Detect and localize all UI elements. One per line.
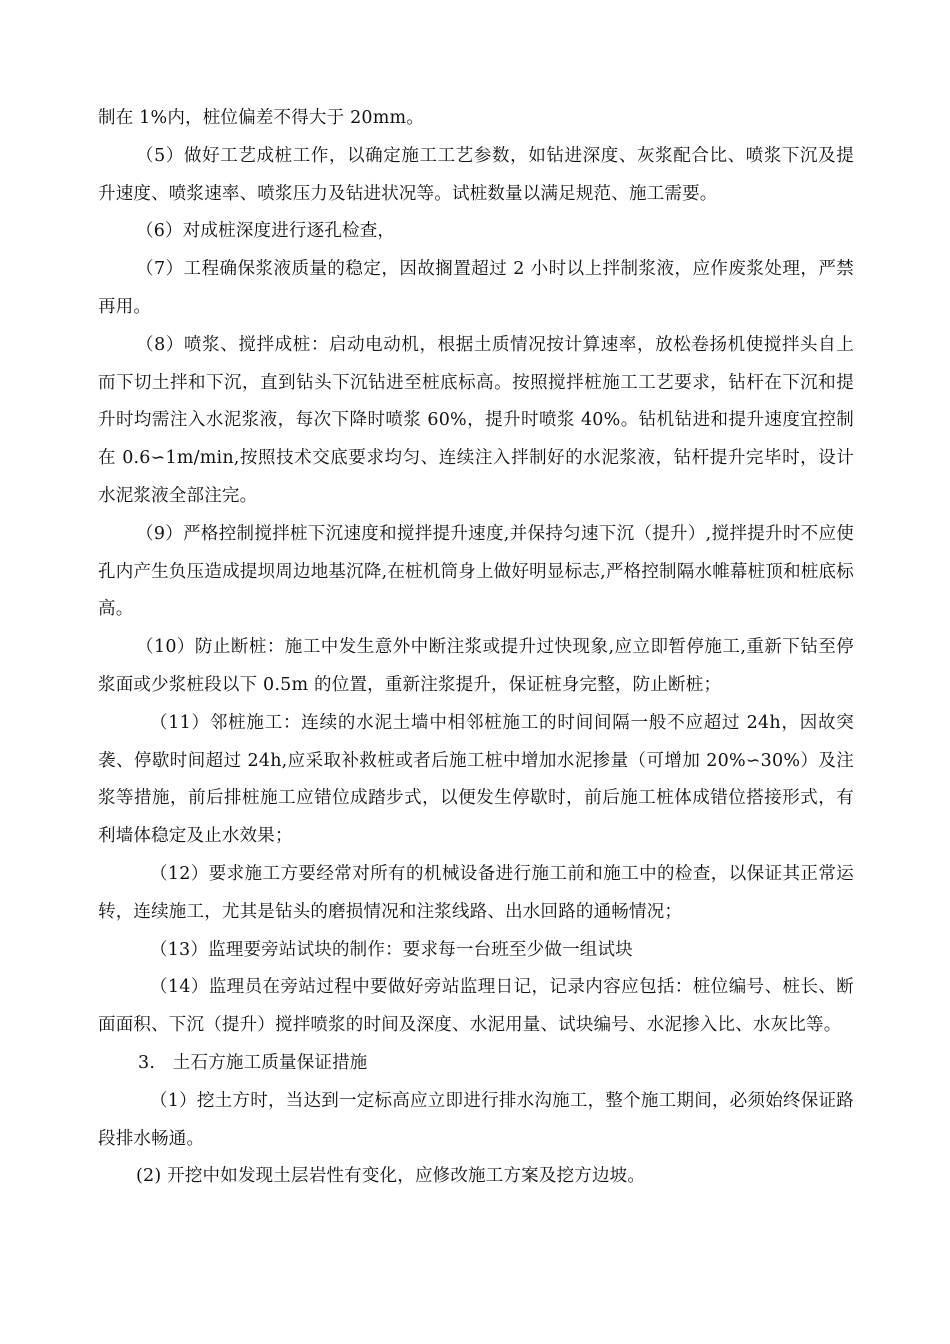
document-body: [98, 100, 854, 1196]
paragraph-item-12: （12）要求施工方要经常对所有的机械设备进行施工前和施工中的检查，以保证其正常运转，连续施工，尤其是钻头的磨损情况和注浆线路、出水回路的通畅情况；: [98, 863, 854, 922]
paragraph-item-7: （7）工程确保浆液质量的稳定，因故搁置超过 2 小时以上拌制浆液，应作废浆处理，严禁再用。: [98, 259, 854, 317]
paragraph-item-8: （8）喷浆、搅拌成桩：启动电动机，根据土质情况按计算速率，放松卷扬机使搅拌头自上而下切土拌和下沉，直到钻头下沉钻进至桩底标高。按照搅拌桩施工工艺要求，钻杆在下沉和提升时均需注入水泥浆液，每次下降时喷浆 60%，提升时喷浆 40%。钻机钻进和提升速度宜控制在 0.6∽1m/min,按照技术交底要求均匀、连续注入拌制好的水泥浆液，钻杆提升完毕时，设计水泥浆液全部注完。: [98, 334, 854, 506]
paragraph-item-9: （9）严格控制搅拌桩下沉速度和搅拌提升速度,并保持匀速下沉（提升）,搅拌提升时不应使孔内产生负压造成提坝周边地基沉降,在桩机筒身上做好明显标志,严格控制隔水帷幕桩顶和桩底标高。: [98, 523, 854, 620]
paragraph-item-11: （11）邻桩施工：连续的水泥土墙中相邻桩施工的时间间隔一般不应超过 24h，因故突袭、停歇时间超过 24h,应采取补救桩或者后施工桩中增加水泥掺量（可增加 20%∽30%）及注浆等措施，前后排桩施工应错位成踏步式，以便发生停歇时，前后施工桩体成错位搭接形式，有利墙体稳定及止水效果；: [98, 712, 854, 847]
paragraph-continuation: 制在 1%内，桩位偏差不得大于 20mm。: [98, 108, 425, 128]
paragraph-item-13: （13）监理要旁站试块的制作：要求每一台班至少做一组试块: [150, 939, 633, 960]
paragraph-item-14: （14）监理员在旁站过程中要做好旁站监理日记，记录内容应包括：桩位编号、桩长、断面面积、下沉（提升）搅拌喷浆的时间及深度、水泥用量、试块编号、水泥掺入比、水灰比等。: [98, 977, 854, 1036]
paragraph-earthwork-1: （1）挖土方时，当达到一定标高应立即进行排水沟施工，整个施工期间，必须始终保证路段排水畅通。: [98, 1090, 854, 1149]
paragraph-item-6: （6）对成桩深度进行逐孔检查，: [136, 221, 396, 242]
paragraph-item-5: （5）做好工艺成桩工作，以确定施工工艺参数，如钻进深度、灰浆配合比、喷浆下沉及提升速度、喷浆速率、喷浆压力及钻进状况等。试桩数量以满足规范、施工需要。: [98, 145, 854, 204]
paragraph-earthwork-2: (2) 开挖中如发现土层岩性有变化，应修改施工方案及挖方边坡。: [136, 1166, 646, 1187]
paragraph-item-10: （10）防止断桩：施工中发生意外中断注浆或提升过快现象,应立即暂停施工,重新下钻至停浆面或少浆桩段以下 0.5m 的位置，重新注浆提升，保证桩身完整，防止断桩；: [98, 637, 854, 695]
section-heading-3: 3. 土石方施工质量保证措施: [138, 1052, 368, 1073]
